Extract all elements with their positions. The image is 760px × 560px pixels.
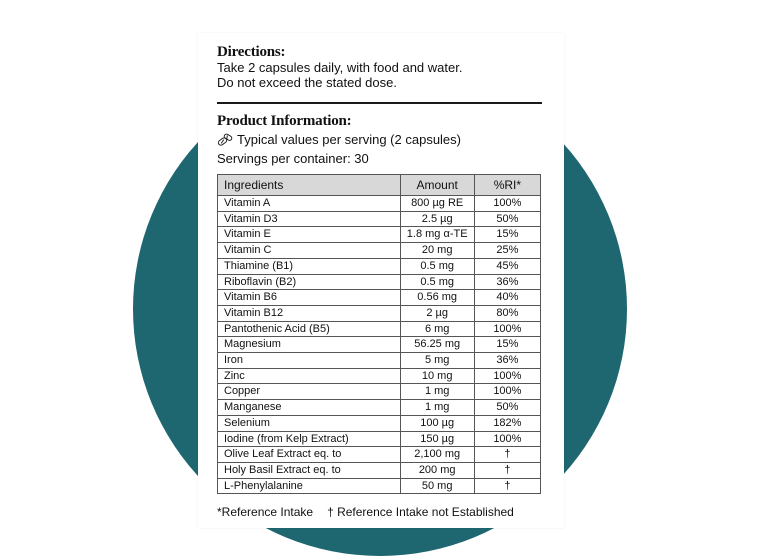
ri-cell: 36% <box>474 274 540 290</box>
footnote-reference-intake: *Reference Intake <box>217 505 314 519</box>
serving-size-text: Typical values per serving (2 capsules) <box>237 132 461 147</box>
product-info-heading: Product Information: <box>217 113 352 129</box>
amount-cell: 100 µg <box>400 415 474 431</box>
table-row <box>218 447 541 463</box>
supplement-label-card <box>198 33 564 528</box>
table-row <box>218 290 541 306</box>
amount-cell: 0.56 mg <box>400 290 474 306</box>
amount-cell: 1 mg <box>400 400 474 416</box>
ingredient-cell: Manganese <box>218 400 401 416</box>
ingredient-cell: Selenium <box>218 415 401 431</box>
table-row <box>218 243 541 259</box>
table-row <box>218 478 541 494</box>
ri-cell: 50% <box>474 400 540 416</box>
ingredient-cell: Copper <box>218 384 401 400</box>
table-row <box>218 211 541 227</box>
amount-cell: 0.5 mg <box>400 258 474 274</box>
amount-cell: 6 mg <box>400 321 474 337</box>
table-row <box>218 321 541 337</box>
ingredient-cell: Zinc <box>218 368 401 384</box>
ingredient-cell: L-Phenylalanine <box>218 478 401 494</box>
capsules-icon <box>217 133 233 147</box>
table-row <box>218 337 541 353</box>
table-row <box>218 462 541 478</box>
footnote-not-established: † Reference Intake not Established <box>327 505 514 519</box>
amount-cell: 50 mg <box>400 478 474 494</box>
amount-cell: 2 µg <box>400 305 474 321</box>
amount-cell: 10 mg <box>400 368 474 384</box>
ri-cell: 50% <box>474 211 540 227</box>
table-row <box>218 384 541 400</box>
amount-cell: 20 mg <box>400 243 474 259</box>
header-ri: %RI* <box>474 175 540 196</box>
table-row <box>218 415 541 431</box>
amount-cell: 2.5 µg <box>400 211 474 227</box>
table-row <box>218 258 541 274</box>
ingredient-cell: Riboflavin (B2) <box>218 274 401 290</box>
directions-line-1: Take 2 capsules daily, with food and water. <box>217 60 463 75</box>
table-row <box>218 400 541 416</box>
ri-cell: 40% <box>474 290 540 306</box>
ri-cell: 15% <box>474 337 540 353</box>
header-amount: Amount <box>400 175 474 196</box>
ingredient-cell: Holy Basil Extract eq. to <box>218 462 401 478</box>
amount-cell: 2,100 mg <box>400 447 474 463</box>
amount-cell: 200 mg <box>400 462 474 478</box>
section-divider <box>217 102 542 104</box>
ri-cell: 100% <box>474 196 540 212</box>
ingredient-cell: Vitamin E <box>218 227 401 243</box>
ri-cell: 182% <box>474 415 540 431</box>
ingredient-cell: Vitamin D3 <box>218 211 401 227</box>
ingredient-cell: Iodine (from Kelp Extract) <box>218 431 401 447</box>
ri-cell: 80% <box>474 305 540 321</box>
table-row <box>218 431 541 447</box>
table-row <box>218 353 541 369</box>
amount-cell: 0.5 mg <box>400 274 474 290</box>
ri-cell: 45% <box>474 258 540 274</box>
amount-cell: 150 µg <box>400 431 474 447</box>
ingredient-cell: Vitamin A <box>218 196 401 212</box>
ri-cell: 36% <box>474 353 540 369</box>
table-row <box>218 196 541 212</box>
amount-cell: 1.8 mg α-TE <box>400 227 474 243</box>
table-row <box>218 227 541 243</box>
ri-cell: † <box>474 447 540 463</box>
ri-cell: 100% <box>474 368 540 384</box>
servings-per-container: Servings per container: 30 <box>217 150 369 166</box>
ri-cell: 100% <box>474 431 540 447</box>
table-row <box>218 368 541 384</box>
ri-cell: 15% <box>474 227 540 243</box>
ingredient-cell: Vitamin C <box>218 243 401 259</box>
amount-cell: 800 µg RE <box>400 196 474 212</box>
serving-size-row <box>217 133 542 148</box>
ingredient-cell: Magnesium <box>218 337 401 353</box>
directions-line-2: Do not exceed the stated dose. <box>217 74 397 90</box>
ri-cell: † <box>474 462 540 478</box>
table-row <box>218 305 541 321</box>
nutrition-table <box>217 174 541 494</box>
ingredient-cell: Vitamin B6 <box>218 290 401 306</box>
ingredient-cell: Iron <box>218 353 401 369</box>
ri-cell: 25% <box>474 243 540 259</box>
footnotes <box>217 505 514 519</box>
directions-heading: Directions: <box>217 44 286 60</box>
header-ingredients: Ingredients <box>218 175 401 196</box>
ingredient-cell: Thiamine (B1) <box>218 258 401 274</box>
ri-cell: 100% <box>474 321 540 337</box>
ingredient-cell: Pantothenic Acid (B5) <box>218 321 401 337</box>
ingredient-cell: Vitamin B12 <box>218 305 401 321</box>
amount-cell: 1 mg <box>400 384 474 400</box>
ri-cell: 100% <box>474 384 540 400</box>
amount-cell: 5 mg <box>400 353 474 369</box>
table-row <box>218 274 541 290</box>
ri-cell: † <box>474 478 540 494</box>
table-header-row <box>218 175 541 196</box>
ingredient-cell: Olive Leaf Extract eq. to <box>218 447 401 463</box>
amount-cell: 56.25 mg <box>400 337 474 353</box>
